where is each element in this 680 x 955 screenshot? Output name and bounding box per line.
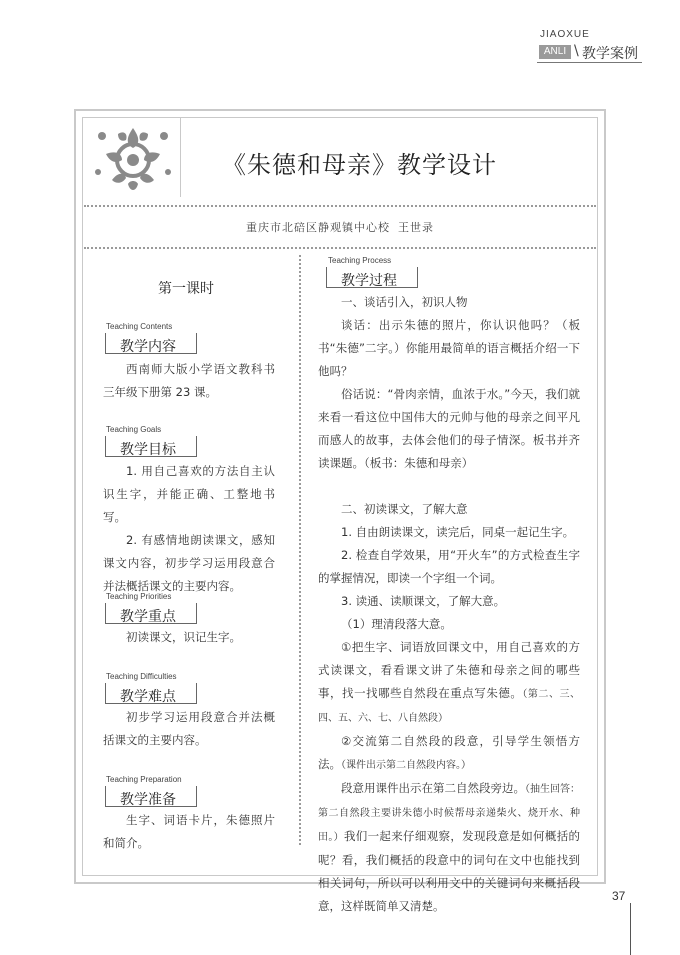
goals-heading: 教学目标 (120, 442, 176, 458)
part1-heading: 一、谈话引入，初识人物 (341, 295, 468, 309)
part2-text-7 (318, 777, 580, 918)
goals-en: Teaching Goals (106, 425, 162, 434)
blank-line (318, 475, 580, 498)
contents-body (103, 358, 275, 404)
header-rule (537, 62, 642, 63)
part2-text-6 (318, 730, 580, 777)
dotted-separator-top (84, 205, 596, 207)
preparation-body (103, 809, 275, 855)
lesson-title: 第一课时 (158, 281, 214, 297)
part2-text-3: 3. 读通、读顺课文，了解大意。 (341, 594, 506, 608)
article-title: 《朱德和母亲》教学设计 (222, 151, 497, 179)
page-number: 37 (612, 889, 626, 903)
part1-text-1: 谈话：出示朱德的照片，你认识他吗？（板书“朱德”二字。）你能用最简单的语言概括介绍一下他吗？ (318, 318, 580, 378)
difficulties-text: 初步学习运用段意合并法概括课文的主要内容。 (103, 710, 275, 747)
title-divider (180, 117, 181, 197)
part2-text-8: 我们一起来仔细观察，发现段意是如何概括的呢？看，我们概括的段意中的词句在文中也能找到相关词句，所以可以利用文中的关键词句来概括段意，这样既简单又清楚。 (318, 829, 581, 913)
goals-text-1: 1. 用自己喜欢的方法自主认识生字，并能正确、工整地书写。 (103, 464, 275, 524)
contents-heading: 教学内容 (120, 339, 176, 355)
part2-text-2: 2. 检查自学效果，用“开火车”的方式检查生字的掌握情况，即读一个字组一个词。 (318, 548, 580, 585)
part2-text-5 (318, 636, 580, 730)
part2-heading: 二、初读课文，了解大意 (341, 502, 468, 516)
contents-text: 西南师大版小学语文教科书三年级下册第 23 课。 (103, 362, 275, 399)
priorities-text: 初读课文，识记生字。 (126, 630, 241, 644)
difficulties-body (103, 706, 275, 752)
goals-body (103, 460, 275, 598)
author-line (0, 219, 680, 235)
difficulties-heading: 教学难点 (120, 689, 176, 705)
floral-ornament-icon (88, 120, 178, 198)
priorities-en: Teaching Priorities (106, 592, 172, 601)
contents-en: Teaching Contents (106, 322, 173, 331)
part2-text-5-note: （第二、三、四、五、六、七、八自然段） (318, 689, 581, 724)
preparation-en: Teaching Preparation (106, 775, 182, 784)
difficulties-en: Teaching Difficulties (106, 672, 177, 681)
part2-text-4: （1）理清段落大意。 (341, 617, 452, 631)
header-tag: ANLI (539, 45, 571, 59)
column-divider (299, 255, 301, 845)
preparation-text: 生字、词语卡片，朱德照片和简介。 (103, 813, 275, 850)
priorities-body (103, 626, 275, 649)
process-body (318, 291, 580, 918)
part2-text-7-note: （抽生回答：第二自然段主要讲朱德小时候帮母亲递柴火、烧开水、种田。） (318, 784, 580, 843)
part2-text-6-note: （课件出示第二自然段内容。） (341, 760, 471, 771)
process-heading: 教学过程 (341, 273, 397, 289)
part1-text-2: 俗话说：“骨肉亲情，血浓于水。”今天，我们就来看一看这位中国伟大的元帅与他的母亲之间平凡而感人的故事，去体会他们的母子情深。板书并齐读课题。（板书：朱德和母亲） (318, 387, 580, 470)
author-org: 重庆市北碚区静观镇中心校 (246, 221, 390, 234)
author-name: 王世录 (398, 221, 434, 234)
header-en: JIAOXUE (540, 29, 590, 40)
part2-text-6-main: ②交流第二自然段的段意，引导学生领悟方法。 (318, 734, 580, 771)
process-en: Teaching Process (328, 256, 392, 265)
priorities-heading: 教学重点 (120, 609, 176, 625)
part2-text-5-main: ①把生字、词语放回课文中，用自己喜欢的方式读课文，看看课文讲了朱德和母亲之间的哪些事，找一找哪些自然段在重点写朱德。 (318, 640, 580, 700)
goals-text-2: 2. 有感情地朗读课文，感知课文内容，初步学习运用段意合并法概括课文的主要内容。 (103, 533, 275, 593)
dotted-separator-bottom (84, 247, 596, 249)
page-edge-rule (630, 903, 631, 955)
part2-text-7-main: 段意用课件出示在第二自然段旁边。 (341, 781, 525, 795)
part2-text-1: 1. 自由朗读课文，读完后，同桌一起记生字。 (341, 525, 575, 539)
header-section: 教学案例 (582, 46, 638, 62)
header-slash: \ (574, 43, 579, 59)
preparation-heading: 教学准备 (120, 792, 176, 808)
